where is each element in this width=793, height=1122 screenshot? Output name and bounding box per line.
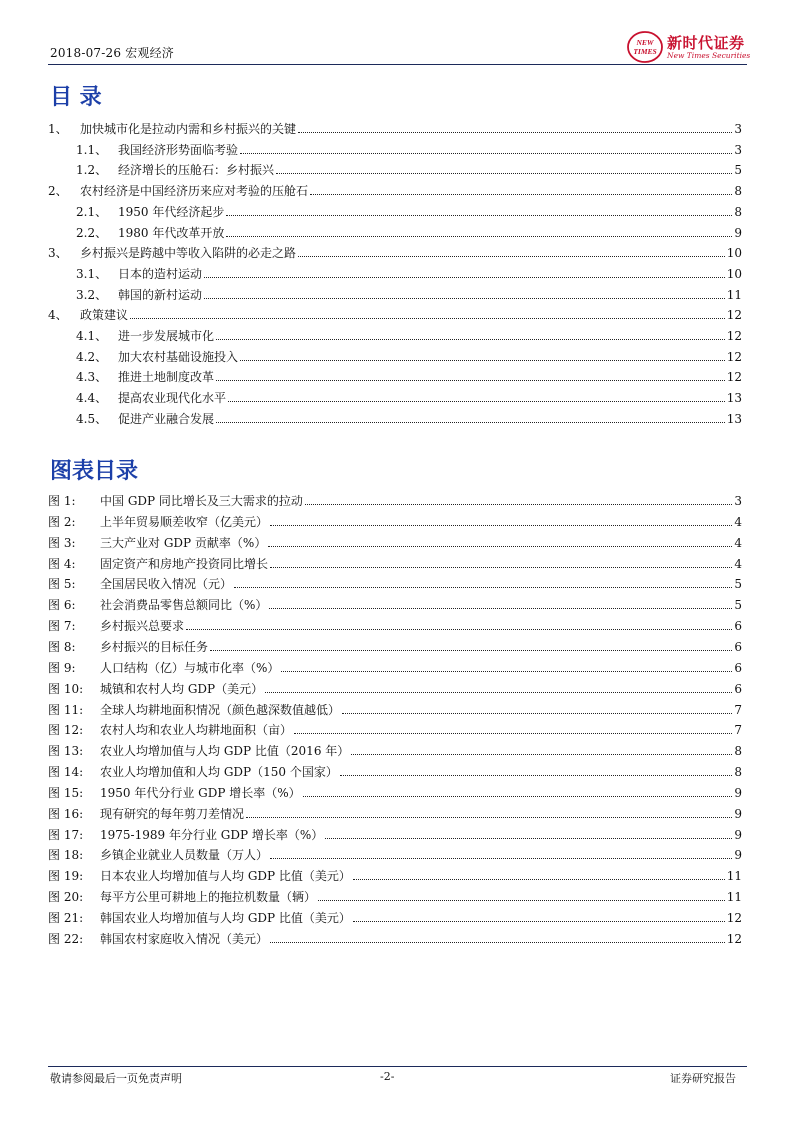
toc-entry-number: 4.4、 — [76, 391, 108, 406]
figure-dot-leader — [246, 817, 732, 818]
figure-entry-page: 6 — [734, 681, 742, 696]
toc-dot-leader — [216, 380, 725, 381]
svg-text:TIMES: TIMES — [633, 47, 657, 56]
figure-entry-title: 三大产业对 GDP 贡献率（%） — [100, 535, 267, 550]
figure-entry-page: 7 — [734, 723, 742, 738]
toc-entry[interactable] — [48, 116, 742, 136]
figure-entry-page: 4 — [734, 535, 742, 550]
toc-entry-title: 1950 年代经济起步 — [118, 204, 225, 219]
toc-entry-title: 我国经济形势面临考验 — [118, 142, 239, 157]
figure-entry-number: 图 10: — [48, 681, 84, 696]
toc-entry-number: 1.2、 — [76, 163, 108, 178]
toc-entry-page: 11 — [726, 287, 742, 302]
toc-entry[interactable] — [48, 240, 742, 260]
toc-entry[interactable] — [48, 178, 742, 198]
figure-entry-title: 中国 GDP 同比增长及三大需求的拉动 — [100, 494, 303, 508]
toc-entry[interactable] — [76, 323, 742, 343]
figure-entry-page: 11 — [726, 890, 742, 905]
toc-entry-number: 4、 — [48, 308, 68, 323]
figure-entry-number: 图 15: — [48, 785, 84, 800]
figure-entry-page: 7 — [734, 702, 742, 717]
toc-entry-number: 4.5、 — [76, 411, 108, 426]
figure-entry-title: 1975-1989 年分行业 GDP 增长率（%） — [100, 827, 324, 842]
toc-entry-title: 乡村振兴是跨越中等收入陷阱的必走之路 — [80, 246, 297, 261]
report-header-meta — [50, 44, 174, 61]
toc-dot-leader — [226, 236, 732, 237]
figure-entry-title: 韩国农村家庭收入情况（美元） — [100, 931, 269, 946]
toc-entry-number: 3.1、 — [76, 266, 108, 281]
figure-entry-page: 5 — [734, 577, 742, 592]
toc-entry-page: 10 — [726, 266, 742, 281]
footer-page-number: -2- — [380, 1070, 395, 1083]
figure-entry-title: 固定资产和房地产投资同比增长 — [100, 556, 269, 571]
figure-entry-number: 图 2: — [48, 514, 76, 529]
figure-dot-leader — [353, 921, 725, 922]
figure-entry-title: 全球人均耕地面积情况（颜色越深数值越低） — [100, 702, 341, 717]
toc-entry-page: 8 — [734, 184, 742, 199]
figure-entry-page: 11 — [726, 869, 742, 884]
toc-dot-leader — [204, 277, 725, 278]
figure-entry-number: 图 8: — [48, 639, 76, 654]
figure-entry-title: 农业人均增加值与人均 GDP 比值（2016 年） — [100, 744, 350, 759]
figure-dot-leader — [303, 796, 733, 797]
figure-entry[interactable] — [48, 655, 742, 675]
toc-entry-page: 12 — [726, 370, 742, 385]
figure-entry-title: 现有研究的每年剪刀差情况 — [100, 806, 245, 821]
toc-entry-page: 3 — [734, 122, 742, 136]
figure-entry[interactable] — [48, 488, 742, 508]
toc-entry-number: 2、 — [48, 184, 68, 199]
toc-dot-leader — [298, 132, 732, 133]
toc-entry-page: 12 — [726, 329, 742, 343]
toc-entry-title: 韩国的新村运动 — [118, 287, 203, 302]
toc-entry[interactable] — [76, 199, 742, 219]
figure-entry[interactable] — [48, 613, 742, 633]
figure-entry-number: 图 6: — [48, 598, 76, 613]
figure-entry-title: 农村人均和农业人均耕地面积（亩） — [100, 723, 293, 738]
figure-entry-title: 乡村振兴的目标任务 — [100, 639, 209, 654]
figure-entry-number: 图 19: — [48, 869, 84, 884]
toc-entry-number: 4.1、 — [76, 329, 108, 343]
figure-entry-page: 9 — [734, 785, 742, 800]
figure-entry[interactable] — [48, 863, 742, 883]
figure-dot-leader — [342, 713, 732, 714]
figure-entry-title: 韩国农业人均增加值与人均 GDP 比值（美元） — [100, 911, 351, 925]
figure-entry-title: 每平方公里可耕地上的拖拉机数量（辆） — [100, 890, 317, 905]
figure-dot-leader — [294, 733, 732, 734]
figure-dot-leader — [268, 546, 732, 547]
toc-entry-page: 13 — [726, 411, 742, 426]
toc-entry-page: 13 — [726, 391, 742, 406]
figure-dot-leader — [325, 838, 732, 839]
figure-dot-leader — [351, 754, 732, 755]
toc-entry-title: 加快城市化是拉动内需和乡村振兴的关键 — [80, 122, 297, 136]
figure-entry[interactable] — [48, 759, 742, 779]
figure-entry-title: 乡村振兴总要求 — [100, 619, 185, 634]
new-times-badge-icon — [626, 30, 664, 64]
toc-dot-leader — [240, 360, 725, 361]
figure-entry-number: 图 20: — [48, 890, 84, 905]
figure-entry[interactable] — [48, 634, 742, 654]
toc-entry-page: 3 — [734, 142, 742, 157]
report-category: 宏观经济 — [125, 46, 175, 60]
figure-entry-page: 6 — [734, 639, 742, 654]
svg-text:NEW: NEW — [636, 38, 654, 47]
logo-english-name: New Times Securities — [667, 51, 751, 60]
figure-entry[interactable] — [48, 592, 742, 612]
logo-chinese-name: 新时代证券 — [667, 34, 745, 52]
toc-entry-title: 推进土地制度改革 — [118, 370, 215, 385]
figure-dot-leader — [305, 504, 732, 505]
toc-entry-number: 3.2、 — [76, 287, 108, 302]
figure-entry-title: 1950 年代分行业 GDP 增长率（%） — [100, 785, 301, 800]
figure-entry-number: 图 3: — [48, 535, 76, 550]
brand-logo — [626, 30, 751, 64]
toc-entry-number: 3、 — [48, 246, 68, 261]
figure-dot-leader — [270, 525, 732, 526]
figure-entry-page: 12 — [726, 931, 742, 946]
figure-entry[interactable] — [48, 905, 742, 925]
toc-entry-title: 提高农业现代化水平 — [118, 391, 227, 406]
figure-entry[interactable] — [48, 801, 742, 821]
toc-entry-page: 10 — [726, 246, 742, 261]
figure-entry-number: 图 17: — [48, 827, 84, 842]
figure-entry-title: 日本农业人均增加值与人均 GDP 比值（美元） — [100, 869, 351, 884]
report-date: 2018-07-26 — [50, 46, 122, 60]
figure-entry-number: 图 21: — [48, 911, 84, 925]
toc-entry-page: 12 — [726, 349, 742, 364]
toc-entry-title: 农村经济是中国经济历来应对考验的压舱石 — [80, 184, 309, 199]
toc-entry[interactable] — [76, 261, 742, 281]
toc-dot-leader — [310, 194, 732, 195]
figure-entry[interactable] — [48, 780, 742, 800]
figure-entry-page: 8 — [734, 765, 742, 780]
header-divider — [48, 64, 747, 65]
figure-dot-leader — [210, 650, 732, 651]
figure-entry-title: 乡镇企业就业人员数量（万人） — [100, 848, 269, 863]
toc-dot-leader — [240, 153, 732, 154]
toc-dot-leader — [130, 318, 725, 319]
toc-entry-page: 5 — [734, 163, 742, 178]
toc-entry-title: 进一步发展城市化 — [118, 329, 215, 343]
toc-dot-leader — [298, 256, 725, 257]
figure-entry-title: 农业人均增加值和人均 GDP（150 个国家） — [100, 765, 338, 780]
figure-entry-number: 图 1: — [48, 494, 76, 508]
figure-entry-page: 3 — [734, 494, 742, 508]
figure-entry-title: 人口结构（亿）与城市化率（%） — [100, 660, 280, 675]
figure-entry[interactable] — [48, 884, 742, 904]
figure-entry-number: 图 4: — [48, 556, 76, 571]
toc-entry[interactable] — [76, 282, 742, 302]
toc-entry[interactable] — [76, 220, 742, 240]
figure-entry[interactable] — [48, 822, 742, 842]
figure-dot-leader — [353, 879, 725, 880]
figure-entry-title: 全国居民收入情况（元） — [100, 577, 233, 592]
figure-entry-page: 6 — [734, 619, 742, 634]
toc-entry-title: 政策建议 — [80, 308, 129, 323]
footer-doc-type: 证券研究报告 — [670, 1072, 736, 1085]
figure-dot-leader — [270, 567, 732, 568]
toc-dot-leader — [276, 173, 732, 174]
toc-entry-title: 加大农村基础设施投入 — [118, 349, 239, 364]
figure-entry-page: 4 — [734, 556, 742, 571]
figure-dot-leader — [234, 587, 732, 588]
figure-entry[interactable] — [48, 717, 742, 737]
toc-entry[interactable] — [76, 364, 742, 384]
toc-entry[interactable] — [76, 157, 742, 177]
figure-entry-page: 12 — [726, 911, 742, 925]
figure-dot-leader — [265, 692, 732, 693]
figure-dot-leader — [186, 629, 732, 630]
figure-entry-number: 图 11: — [48, 702, 84, 717]
figure-entry[interactable] — [48, 530, 742, 550]
figure-entry-page: 9 — [734, 827, 742, 842]
figure-entry[interactable] — [48, 842, 742, 862]
figure-dot-leader — [270, 858, 732, 859]
figure-entry-page: 8 — [734, 744, 742, 759]
toc-entry[interactable] — [76, 385, 742, 405]
figure-dot-leader — [340, 775, 733, 776]
toc-entry[interactable] — [48, 302, 742, 322]
figure-entry-number: 图 16: — [48, 806, 84, 821]
toc-entry-title: 日本的造村运动 — [118, 266, 203, 281]
figure-entry[interactable] — [48, 509, 742, 529]
figure-entry-number: 图 12: — [48, 723, 84, 738]
figure-entry-number: 图 18: — [48, 848, 84, 863]
footer-divider — [48, 1066, 747, 1067]
toc-entry-number: 1、 — [48, 122, 68, 136]
figure-entry[interactable] — [48, 738, 742, 758]
figure-entry[interactable] — [48, 676, 742, 696]
toc-entry[interactable] — [76, 406, 742, 426]
figure-entry-number: 图 9: — [48, 660, 76, 675]
figure-entry-title: 社会消费品零售总额同比（%） — [100, 598, 268, 613]
figure-entry[interactable] — [48, 926, 742, 946]
toc-entry-number: 2.2、 — [76, 225, 108, 240]
figure-entry[interactable] — [48, 697, 742, 717]
toc-dot-leader — [216, 339, 725, 340]
figure-list-title: 图表目录 — [50, 458, 139, 484]
toc-dot-leader — [226, 215, 732, 216]
toc-entry[interactable] — [76, 344, 742, 364]
figure-entry-page: 9 — [734, 848, 742, 863]
toc-entry-title: 促进产业融合发展 — [118, 411, 215, 426]
toc-entry-number: 2.1、 — [76, 204, 108, 219]
figure-entry-title: 城镇和农村人均 GDP（美元） — [100, 681, 264, 696]
toc-dot-leader — [228, 401, 725, 402]
figure-dot-leader — [318, 900, 725, 901]
figure-entry-number: 图 7: — [48, 619, 76, 634]
figure-entry-number: 图 22: — [48, 931, 84, 946]
toc-entry-number: 1.1、 — [76, 142, 108, 157]
toc-entry-number: 4.3、 — [76, 370, 108, 385]
toc-dot-leader — [216, 422, 725, 423]
figure-entry-title: 上半年贸易顺差收窄（亿美元） — [100, 514, 269, 529]
figure-entry-page: 4 — [734, 514, 742, 529]
figure-entry[interactable] — [48, 571, 742, 591]
toc-title: 目 录 — [50, 84, 102, 110]
toc-dot-leader — [204, 298, 725, 299]
figure-dot-leader — [270, 942, 725, 943]
figure-entry-number: 图 14: — [48, 765, 84, 780]
footer-disclaimer: 敬请参阅最后一页免责声明 — [50, 1072, 182, 1085]
toc-entry-title: 经济增长的压舱石：乡村振兴 — [118, 163, 275, 178]
figure-entry[interactable] — [48, 551, 742, 571]
toc-entry[interactable] — [76, 137, 742, 157]
toc-entry-page: 8 — [734, 204, 742, 219]
toc-entry-title: 1980 年代改革开放 — [118, 225, 225, 240]
toc-entry-number: 4.2、 — [76, 349, 108, 364]
toc-entry-page: 9 — [734, 225, 742, 240]
figure-entry-number: 图 5: — [48, 577, 76, 592]
figure-entry-number: 图 13: — [48, 744, 84, 759]
figure-dot-leader — [269, 608, 732, 609]
toc-entry-page: 12 — [726, 308, 742, 323]
figure-entry-page: 5 — [734, 598, 742, 613]
figure-entry-page: 6 — [734, 660, 742, 675]
figure-dot-leader — [281, 671, 732, 672]
figure-entry-page: 9 — [734, 806, 742, 821]
